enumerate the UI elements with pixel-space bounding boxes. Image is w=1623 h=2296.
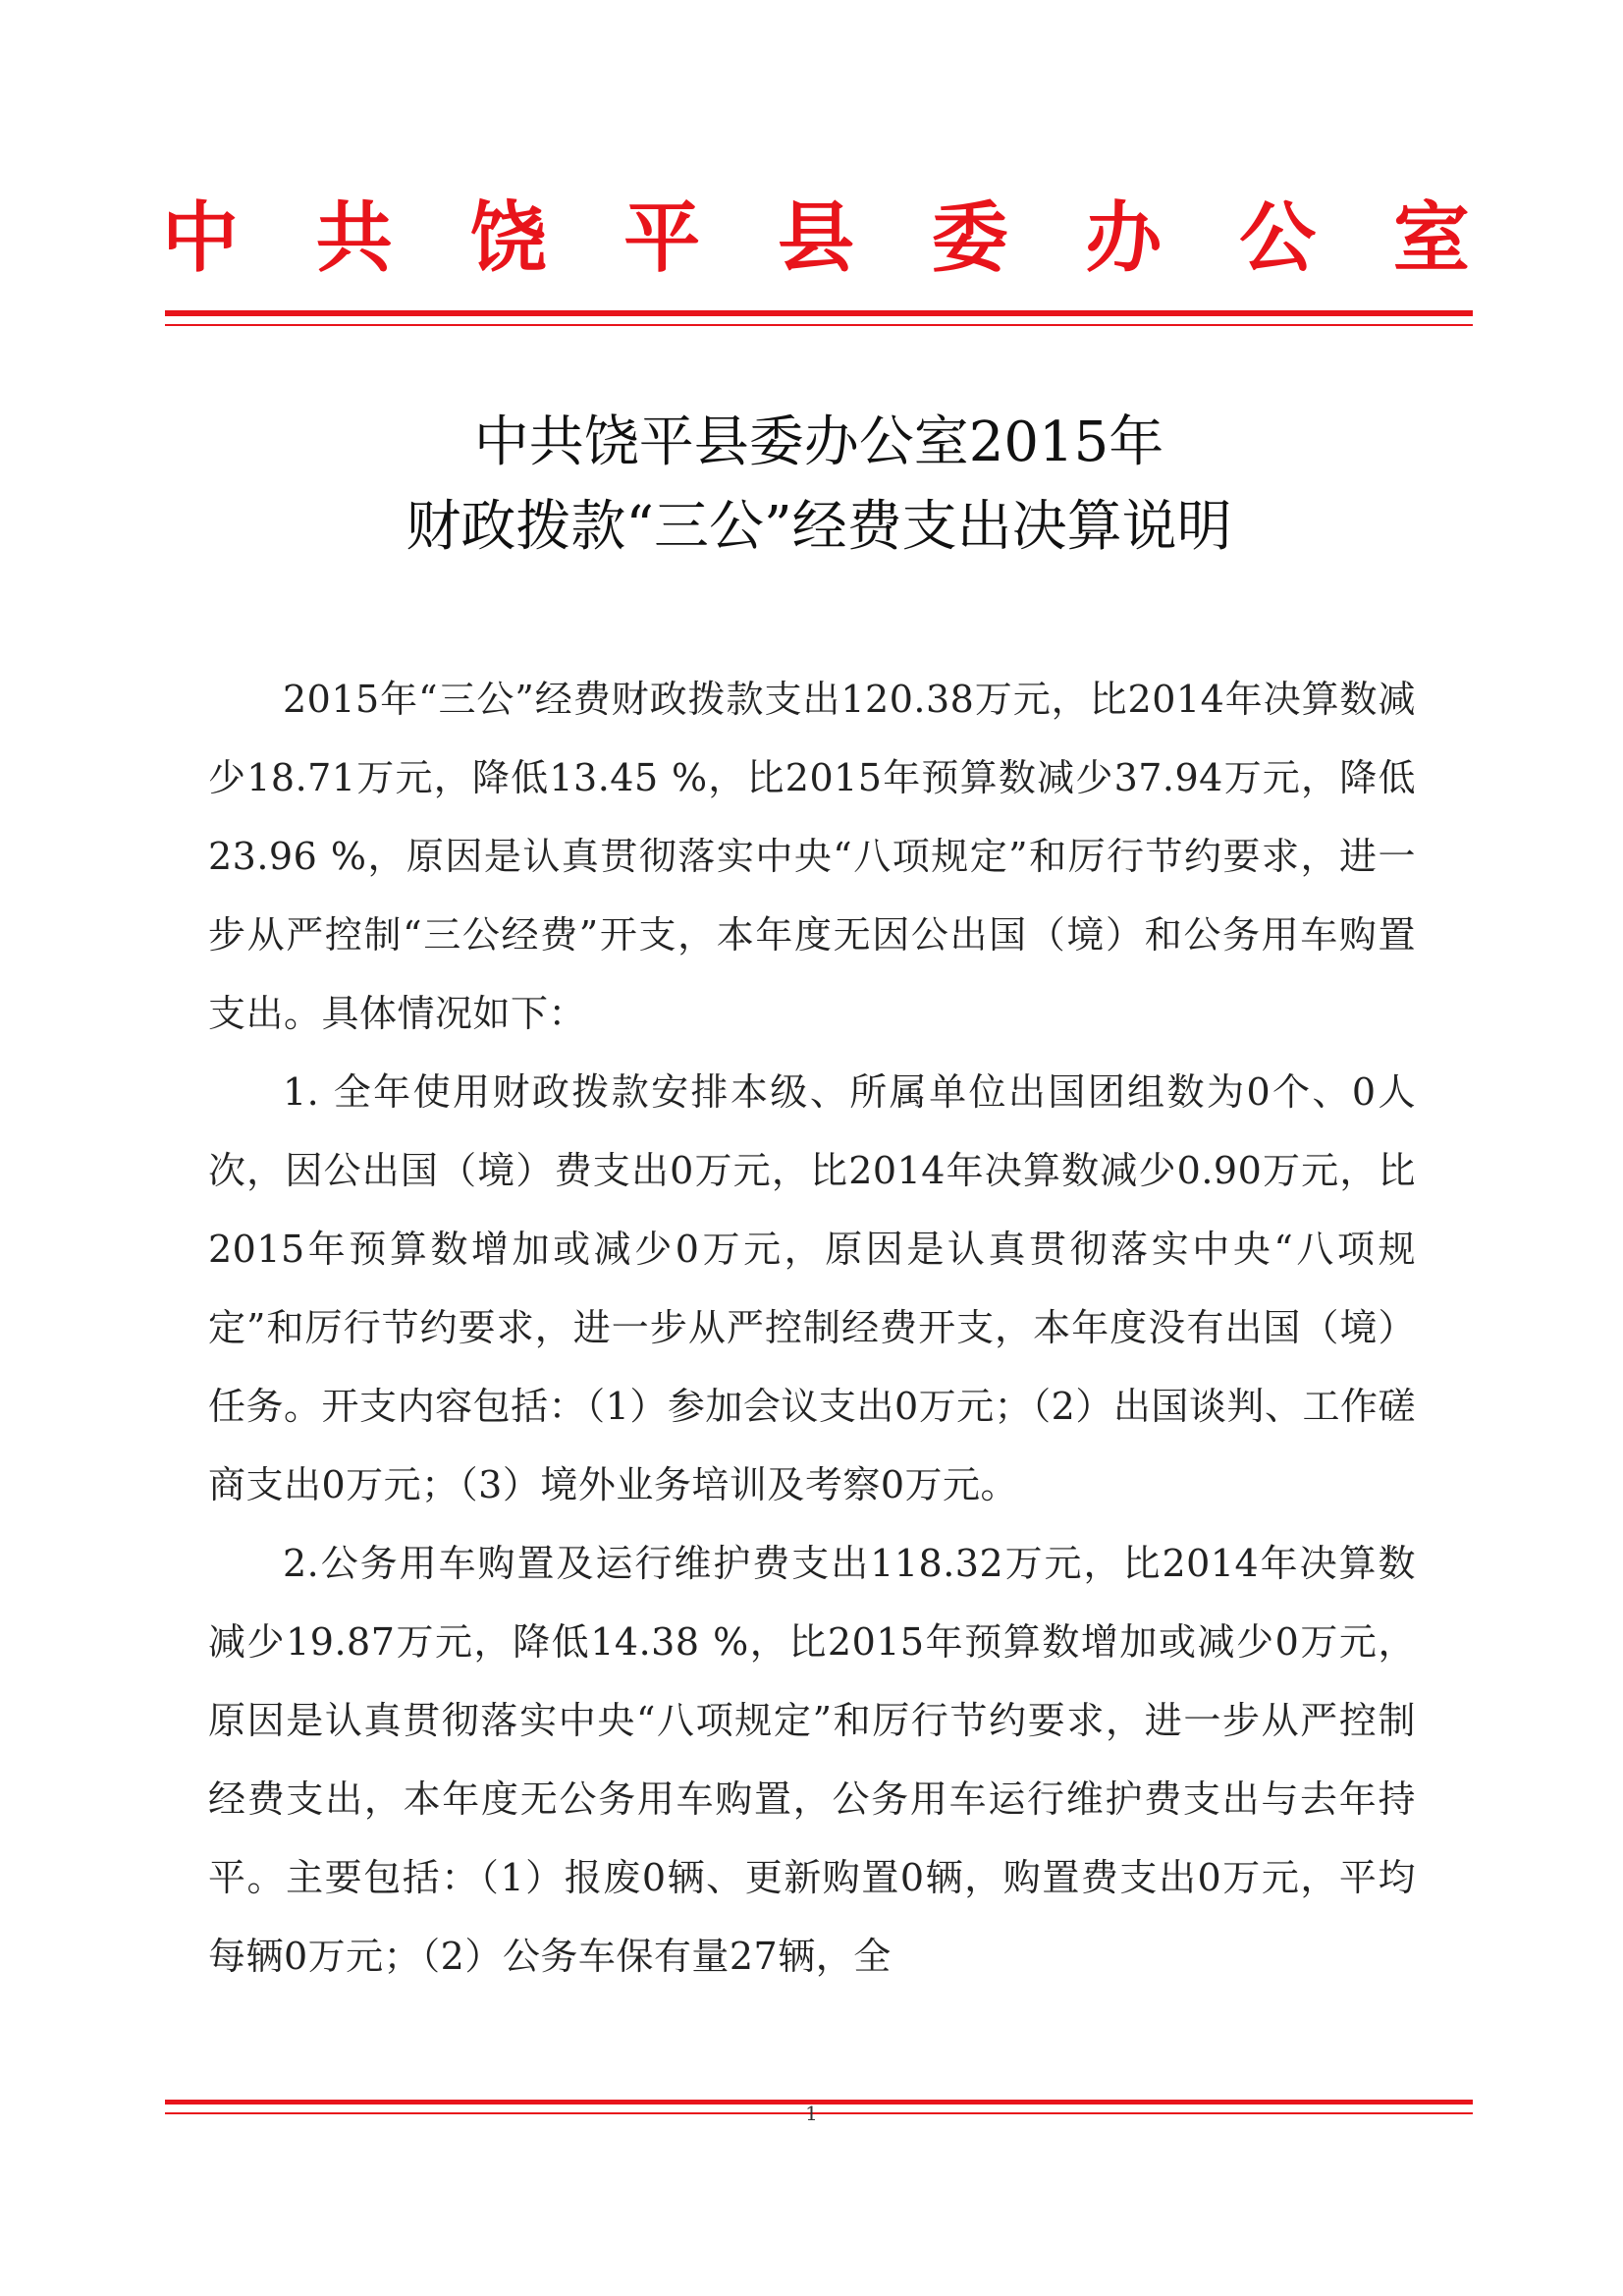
letterhead-char: 共 [315,194,393,283]
document-body [208,660,1416,1995]
letterhead-char: 办 [1085,194,1163,283]
letterhead-char: 县 [777,194,854,283]
letterhead-char: 中 [162,194,240,283]
paragraph-overseas-travel: 1. 全年使用财政拨款安排本级、所属单位出国团组数为0个、0人次，因公出国（境）费支出0万元，比2014年决算数减少0.90万元，比2015年预算数增加或减少0万元，原因是认真贯彻落实中央“八项规定”和厉行节约要求，进一步从严控制经费开支，本年度没有出国（境）任务。开支内容包括：（1）参加会议支出0万元；（2）出国谈判、工作磋商支出0万元；（3）境外业务培训及考察0万元。 [208,1070,1416,1506]
paragraph-official-vehicles: 2.公务用车购置及运行维护费支出118.32万元，比2014年决算数减少19.87万元，降低14.38 %，比2015年预算数增加或减少0万元，原因是认真贯彻落实中央“八项规定”和厉行节约要求，进一步从严控制经费支出，本年度无公务用车购置，公务用车运行维护费支出与去年持平。主要包括：（1）报废0辆、更新购置0辆，购置费支出0万元，平均每辆0万元；（2）公务车保有量27辆，全 [208,1542,1416,1978]
letterhead-char: 公 [1239,194,1317,283]
letterhead-char: 饶 [469,194,547,283]
page-number: 1 [805,2102,818,2125]
header-divider-thick [165,310,1473,316]
letterhead-char: 平 [623,194,701,283]
letterhead-char: 委 [931,194,1008,283]
letterhead-char: 室 [1392,194,1470,283]
header-divider-thin [165,324,1473,326]
title-line-1: 中共饶平县委办公室2015年 [473,410,1164,474]
paragraph-summary: 2015年“三公”经费财政拨款支出120.38万元，比2014年决算数减少18.71万元，降低13.45 %，比2015年预算数减少37.94万元，降低23.96 %，原因是认真贯彻落实中央“八项规定”和厉行节约要求，进一步从严控制“三公经费”开支，本年度无因公出国（境）和公务用车购置支出。具体情况如下： [208,678,1416,1035]
document-title [165,401,1473,570]
letterhead [162,194,1470,283]
title-line-2: 财政拨款“三公”经费支出决算说明 [406,495,1232,559]
